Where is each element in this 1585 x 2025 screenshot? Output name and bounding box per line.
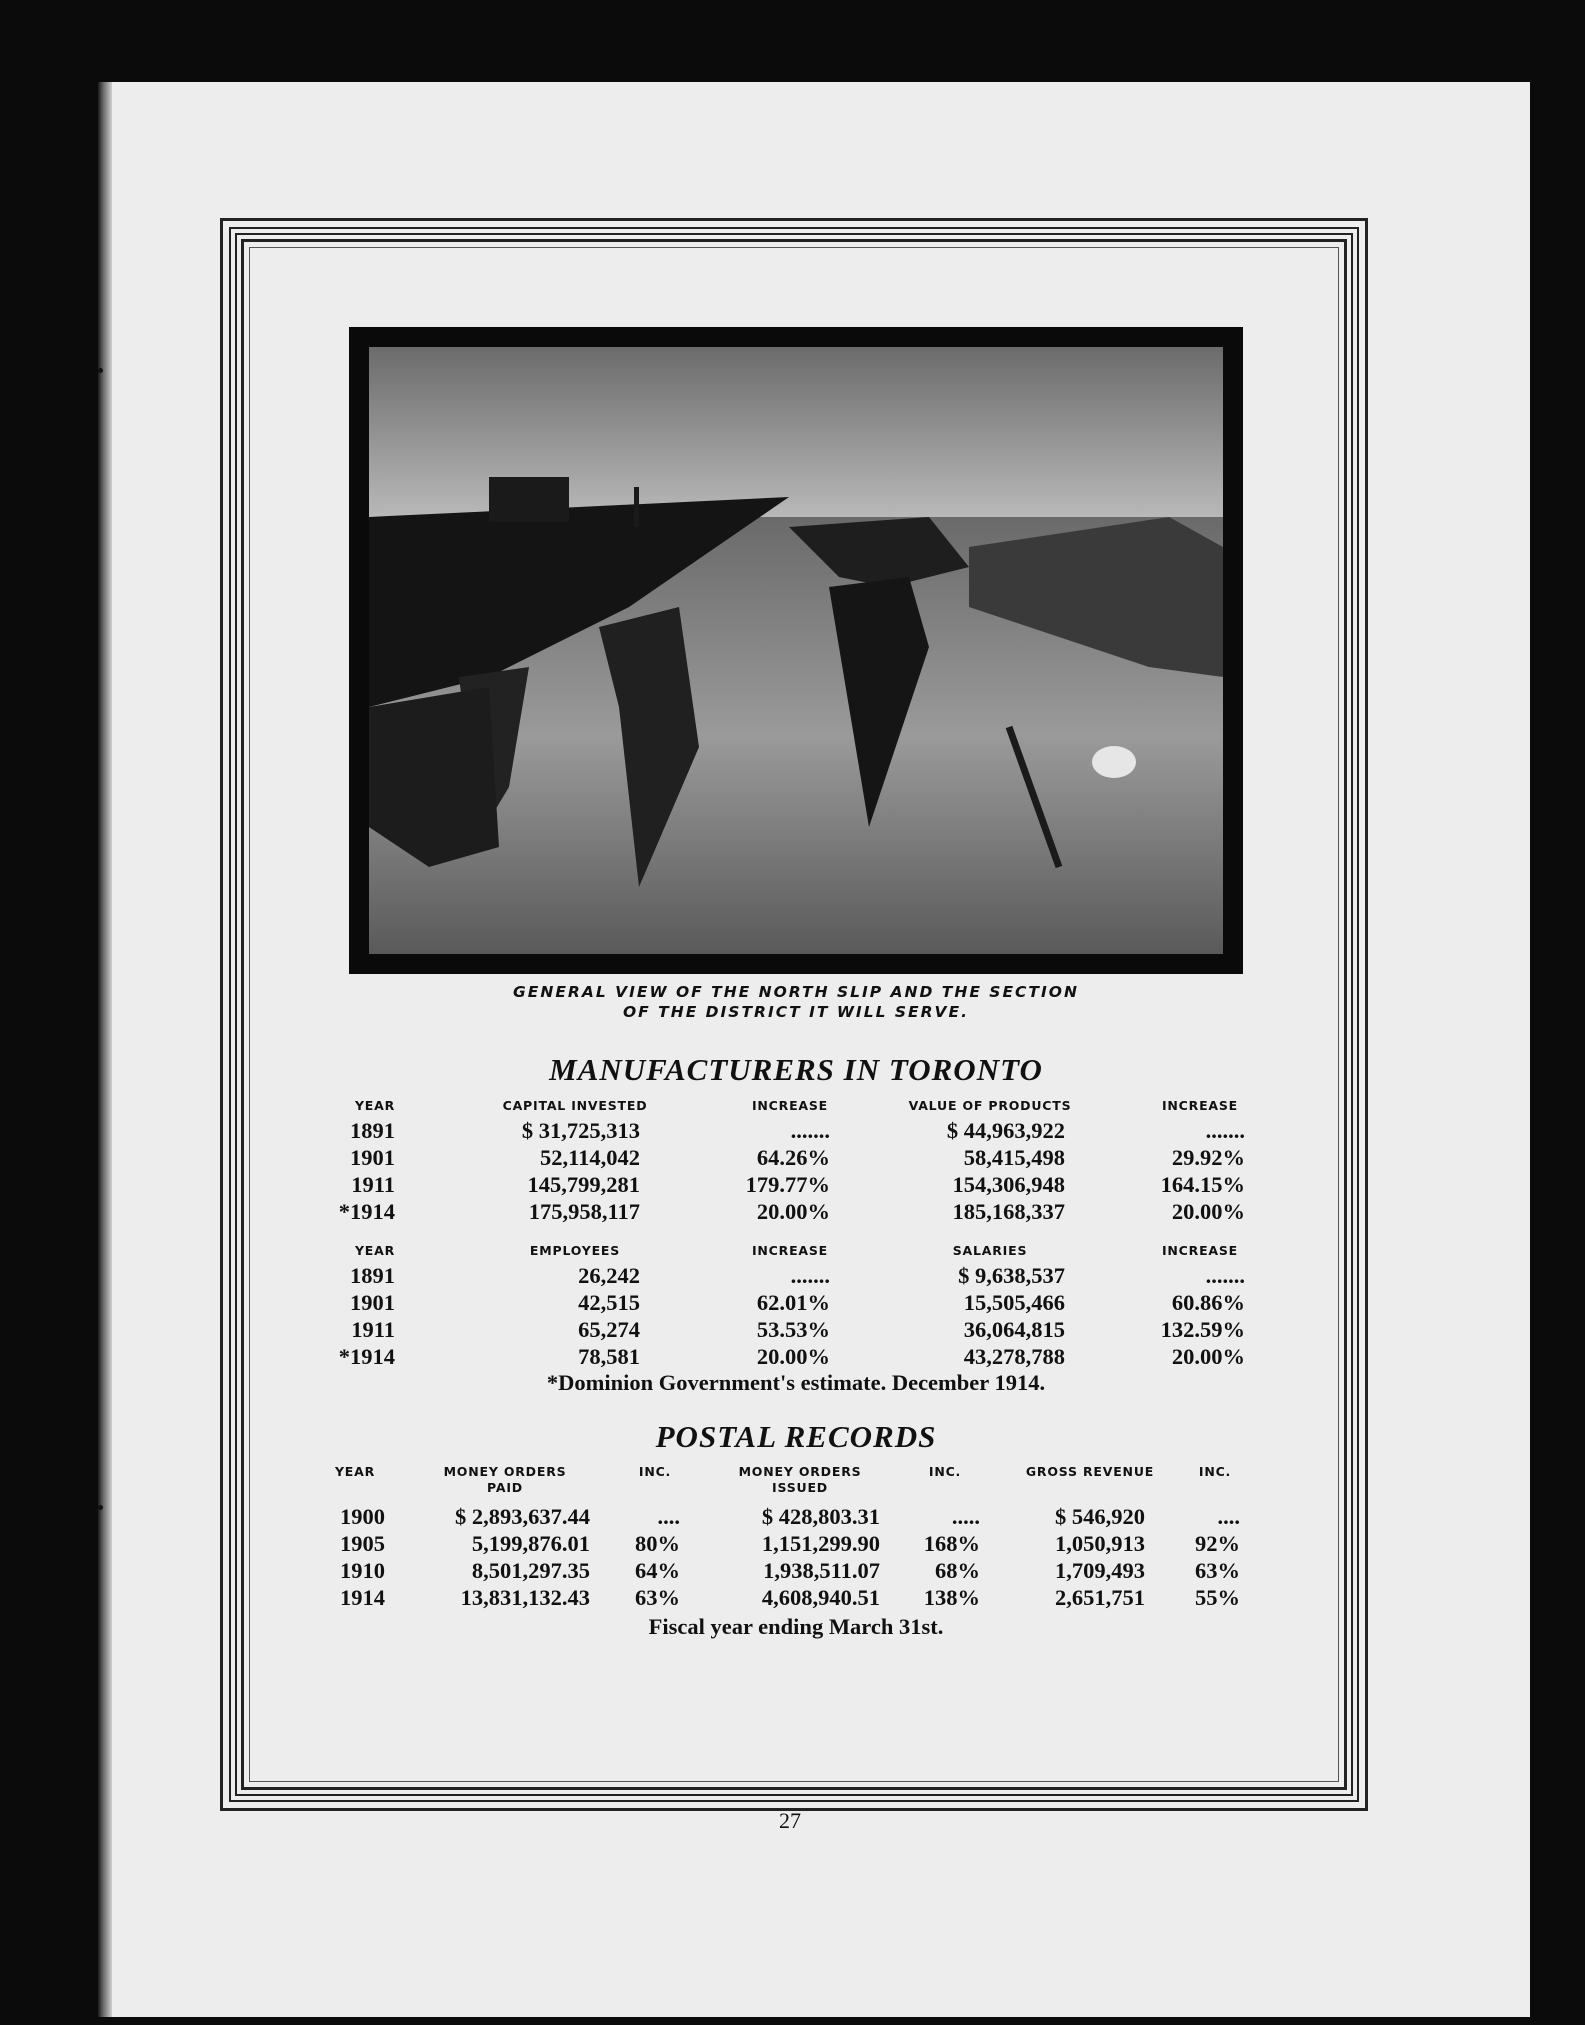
table-cell: .... — [657, 1504, 680, 1529]
table-cell: 53.53% — [756, 1317, 830, 1342]
table-cell: $ 2,893,637.44 — [455, 1504, 590, 1529]
table-cell: 168% — [923, 1531, 980, 1556]
column-header: CAPITAL INVESTED — [502, 1098, 648, 1113]
column-header: SALARIES — [952, 1243, 1028, 1258]
table-cell: $ 428,803.31 — [761, 1504, 880, 1529]
table-cell: *1914 — [338, 1199, 395, 1224]
table-cell: 43,278,788 — [963, 1344, 1065, 1369]
table-cell: 62.01% — [756, 1290, 830, 1315]
table-cell: ....... — [790, 1263, 830, 1288]
column-header: INC. — [638, 1464, 672, 1479]
manufacturers-footnote: *Dominion Government's estimate. December 1914. — [546, 1370, 1046, 1395]
page-number: 27 — [779, 1808, 801, 1833]
table-cell: $ 31,725,313 — [521, 1118, 640, 1143]
table-cell: $ 9,638,537 — [958, 1263, 1065, 1288]
table-cell: 63% — [635, 1585, 680, 1610]
table-cell: 154,306,948 — [952, 1172, 1065, 1197]
north-slip-photograph — [369, 347, 1223, 954]
caption-line-2: OF THE DISTRICT IT WILL SERVE. — [622, 1003, 970, 1021]
table-cell: 58,415,498 — [963, 1145, 1065, 1170]
column-header: INCREASE — [751, 1243, 829, 1258]
table-cell: 29.92% — [1171, 1145, 1245, 1170]
column-header: EMPLOYEES — [529, 1243, 621, 1258]
postal-title: POSTAL RECORDS — [655, 1419, 937, 1454]
table-cell: 132.59% — [1160, 1317, 1245, 1342]
table-cell: 20.00% — [756, 1344, 830, 1369]
table-cell: 92% — [1195, 1531, 1240, 1556]
photo-frame — [349, 327, 1243, 974]
table-cell: 64.26% — [756, 1145, 830, 1170]
column-header: INC. — [1198, 1464, 1232, 1479]
table-cell: 1891 — [350, 1263, 395, 1288]
table-cell: 1901 — [350, 1290, 395, 1315]
table-cell: 1914 — [340, 1585, 385, 1610]
column-header: INC. — [928, 1464, 962, 1479]
column-header: MONEY ORDERS PAID — [443, 1464, 567, 1495]
table-cell: $ 546,920 — [1055, 1504, 1145, 1529]
photo-caption — [349, 982, 1243, 1022]
table-cell: 164.15% — [1160, 1172, 1245, 1197]
table-cell: 8,501,297.35 — [471, 1558, 590, 1583]
table-cell: 13,831,132.43 — [460, 1585, 590, 1610]
column-header: INCREASE — [751, 1098, 829, 1113]
table-cell: 20.00% — [1171, 1199, 1245, 1224]
table-cell: *1914 — [338, 1344, 395, 1369]
table-cell: ..... — [951, 1504, 980, 1529]
manufacturers-employees-table — [0, 1243, 1585, 1373]
table-cell: 1,938,511.07 — [763, 1558, 880, 1583]
table-cell: 4,608,940.51 — [761, 1585, 880, 1610]
table-cell: 64% — [635, 1558, 680, 1583]
table-cell: 138% — [923, 1585, 980, 1610]
table-cell: 1,709,493 — [1055, 1558, 1145, 1583]
table-cell: 1891 — [350, 1118, 395, 1143]
column-header: YEAR — [354, 1098, 396, 1113]
column-header: YEAR — [354, 1243, 396, 1258]
column-header: INCREASE — [1161, 1243, 1239, 1258]
table-cell: 52,114,042 — [539, 1145, 640, 1170]
postal-records-table — [0, 1464, 1585, 1624]
manufacturers-capital-table — [0, 1098, 1585, 1228]
table-cell: 80% — [635, 1531, 680, 1556]
table-cell: 26,242 — [578, 1263, 640, 1288]
table-cell: 15,505,466 — [963, 1290, 1065, 1315]
table-cell: 1900 — [340, 1504, 385, 1529]
table-cell: 1911 — [351, 1317, 395, 1342]
column-header: MONEY ORDERS ISSUED — [738, 1464, 862, 1495]
table-cell: 1905 — [340, 1531, 385, 1556]
table-cell: 5,199,876.01 — [471, 1531, 590, 1556]
table-cell: ....... — [1205, 1263, 1245, 1288]
table-cell: 1,151,299.90 — [761, 1531, 880, 1556]
table-cell: ....... — [790, 1118, 830, 1143]
table-cell: 65,274 — [578, 1317, 640, 1342]
postal-footnote: Fiscal year ending March 31st. — [648, 1614, 944, 1639]
table-cell: 20.00% — [1171, 1344, 1245, 1369]
table-cell: 20.00% — [756, 1199, 830, 1224]
table-cell: ....... — [1205, 1118, 1245, 1143]
table-cell: $ 44,963,922 — [946, 1118, 1065, 1143]
table-cell: 60.86% — [1171, 1290, 1245, 1315]
table-cell: 55% — [1195, 1585, 1240, 1610]
table-cell: 1901 — [350, 1145, 395, 1170]
column-header: INCREASE — [1161, 1098, 1239, 1113]
table-cell: 175,958,117 — [528, 1199, 640, 1224]
table-cell: .... — [1217, 1504, 1240, 1529]
table-cell: 42,515 — [578, 1290, 640, 1315]
column-header: VALUE OF PRODUCTS — [908, 1098, 1072, 1113]
column-header: GROSS REVENUE — [1025, 1464, 1155, 1479]
table-cell: 68% — [935, 1558, 980, 1583]
table-cell: 36,064,815 — [963, 1317, 1065, 1342]
table-cell: 63% — [1195, 1558, 1240, 1583]
manufacturers-title: MANUFACTURERS IN TORONTO — [549, 1052, 1043, 1087]
table-cell: 1,050,913 — [1055, 1531, 1145, 1556]
table-cell: 179.77% — [745, 1172, 830, 1197]
table-cell: 2,651,751 — [1055, 1585, 1145, 1610]
column-header: YEAR — [334, 1464, 376, 1479]
table-cell: 185,168,337 — [952, 1199, 1065, 1224]
table-cell: 145,799,281 — [527, 1172, 640, 1197]
margin-speck — [98, 368, 103, 373]
table-cell: 78,581 — [578, 1344, 640, 1369]
caption-line-1: GENERAL VIEW OF THE NORTH SLIP AND THE SECTION — [513, 983, 1079, 1001]
table-cell: 1910 — [340, 1558, 385, 1583]
table-cell: 1911 — [351, 1172, 395, 1197]
